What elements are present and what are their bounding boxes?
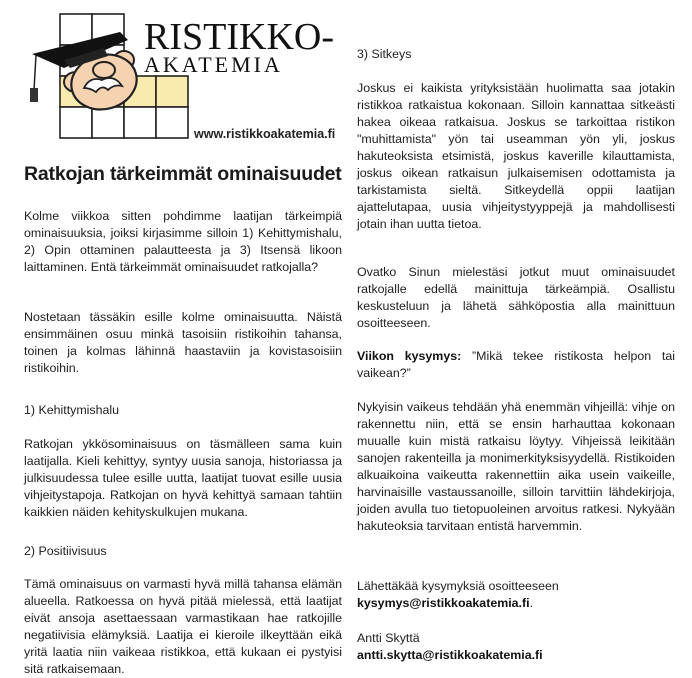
weekly-question [357,348,675,382]
section-body-1 [24,436,342,521]
section-heading-2: 2) Positiivisuus [24,544,107,558]
section-body-3-text: Joskus ei kaikista yrityksistään huolimatta saa jotakin ristikkoa ratkaistua kokonaan. Silloin kannattaa sitkeästi hakea oikeaa ratkaisua. Joskus se tarkoittaa ristikon "muhittamista" yön tai useamman yön yli, joskus hakuteoksista etsimistä, joskus kaverille kilauttamista, joskus oikean ratkaisun julkaisemisen odottamista ja tarkistamista sieltä. Sitkeydellä oppii laatijan ajattelutapaa, uusia vihjeitystyyppejä ja mahdollisesti jotain ihan uutta tietoa. [357,81,675,231]
send-suffix: . [529,596,534,610]
logo-wordmark [144,16,334,77]
send-questions [357,578,675,612]
question-label: Viikon kysymys: [357,349,462,363]
author-name: Antti Skyttä [357,631,420,645]
section-heading-3: 3) Sitkeys [357,47,412,61]
intro-paragraph [24,208,342,276]
section-body-2 [24,576,342,678]
invite-text: Ovatko Sinun mielestäsi jotkut muut ominaisuudet ratkojalle edellä mainittuja tärkeämpiä. Osallistu keskusteluun ja lähetä sähköpostia alla mainittuun osoitteeseen. [357,265,675,330]
lead-paragraph [24,309,342,377]
section-heading-1: 1) Kehittymishalu [24,403,120,417]
question-email-link[interactable]: kysymys@ristikkoakatemia.fi [357,596,530,610]
logo-name-line1: RISTIKKO- [144,16,334,58]
lead-text: Nostetaan tässäkin esille kolme ominaisuutta. Näistä ensimmäinen osuu minkä tasoisiin ristikoihin tahansa, toinen ja kolmas lähinnä haastaviin ja kovistasoisiin ristikoihin. [24,310,342,375]
send-text: Lähettäkää kysymyksiä osoitteeseen [357,579,559,593]
section-body-3 [357,80,675,233]
section-body-2-text: Tämä ominaisuus on varmasti hyvä millä tahansa elämän alueella. Ratkoessa on hyvä pitää mielessä, että laatijat eivät ansoja asettaessaan varmastikaan hae ratkojille negatiivisia elämyksiä. Laatija ei kieroile ilkeyttään eikä yritä laatia niin vaikeaa ristikkoa, että kukaan ei pystyisi sitä ratkaisemaan. [24,577,342,676]
logo-url[interactable]: www.ristikkoakatemia.fi [194,127,336,141]
intro-text: Kolme viikkoa sitten pohdimme laatijan tärkeimpiä ominaisuuksia, joiksi kirjasimme silloin 1) Kehittymishalu, 2) Opin ottaminen palautteesta ja 3) Itsensä likoon laittaminen. Entä tärkeimmät ominaisuudet ratkojalla? [24,209,342,274]
answer-paragraph [357,399,675,535]
logo-name-line2: AKATEMIA [144,52,283,77]
question-text: ”Mikä tekee ristikosta helpon tai vaikean?” [357,349,675,380]
logo-graphic [24,10,344,146]
author-email-link[interactable]: antti.skytta@ristikkoakatemia.fi [357,648,543,662]
answer-text: Nykyisin vaikeus tehdään yhä enemmän vihjeillä: vihje on rakennettu niin, että se ensin harhauttaa kokonaan muualle kuin mistä ratkaisu löytyy. Vihjeissä leikitään sanojen rakenteilla ja monimerkityksisyydellä. Ristikoiden alkuaikoina vaikeutta rakennettiin aika usein vaikeille, harvinaisille vastaussanoille, silloin tarvittiin lähdekirjoja, joiden avulla tuo tietopuoleinen arvoitus ratkesi. Nykyään hakuteoksia tarvitaan entistä harvemmin. [357,400,675,533]
section-body-1-text: Ratkojan ykkösominaisuus on täsmälleen sama kuin laatijalla. Kieli kehittyy, syntyy uusia sanoja, historiassa ja julkisuudessa tulee esille uutta, laatijat tuovat esille uusia vihjeitystapoja. Ratkojan on hyvä kehittyä samaan tahtiin kaikkien näiden kehityskulkujen mukana. [24,437,342,519]
invite-paragraph [357,264,675,332]
author-signature [357,630,675,664]
ristikkoakatemia-logo [24,10,344,146]
article-title: Ratkojan tärkeimmät ominaisuudet [24,163,342,185]
